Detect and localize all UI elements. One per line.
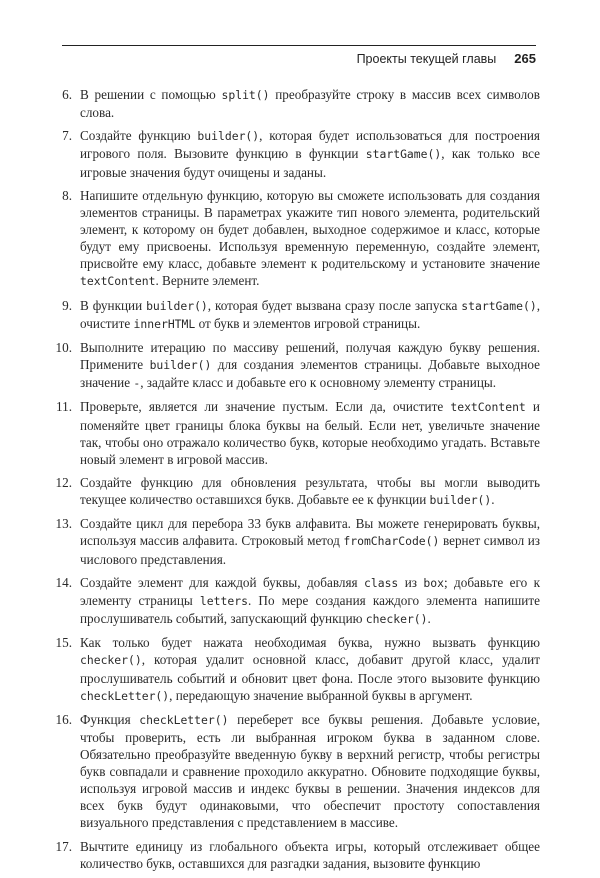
list-item bbox=[50, 86, 540, 121]
text-segment: Создайте функцию для обновления результата, чтобы вы могли выводить текущее количество оставшихся букв. Добавьте ее к функции bbox=[80, 475, 540, 508]
page-number: 265 bbox=[514, 51, 536, 66]
item-text bbox=[80, 187, 540, 291]
text-segment: Создайте функцию bbox=[80, 128, 198, 144]
item-text bbox=[80, 634, 540, 704]
list-item bbox=[50, 634, 540, 704]
item-text bbox=[80, 474, 540, 509]
inline-code: textContent bbox=[450, 400, 526, 415]
item-number: 8. bbox=[62, 187, 72, 203]
text-segment: . bbox=[427, 611, 431, 627]
text-segment: Напишите отдельную функцию, которую вы сможете использовать для создания элементов страницы. В параметрах укажите тип нового элемента, родительский элемент, к которому он будет добавлен, выходное содержимое и класс, которые будут ему присвоены. Используя временную переменную, создайте элемент, присвойте ему класс, добавьте элемент к родительскому и установите значение bbox=[80, 187, 540, 272]
item-number: 10. bbox=[55, 339, 72, 355]
text-segment: Проверьте, является ли значение пустым. Если да, очистите bbox=[80, 399, 451, 415]
text-segment: из bbox=[398, 574, 424, 590]
text-segment: от букв и элементов игровой страницы. bbox=[195, 315, 421, 331]
text-segment: Вычтите единицу из глобального объекта игры, который отслеживает общее количество букв, оставшихся для разгадки задания, вызовите функцию bbox=[80, 838, 540, 871]
inline-code: class bbox=[364, 575, 399, 590]
item-text bbox=[80, 339, 540, 392]
list-item bbox=[50, 187, 540, 291]
text-segment: переберет все буквы решения. Добавьте условие, чтобы проверить, есть ли выбранная игроком буква в заданном слове. Обязательно преобразуйте введенную букву в верхний регистр, чтобы регистры букв совпадали и сравнение проходило аккуратно. Обновите подходящие буквы, используя игровой массив и индекс буквы в решении. Значения индексов для всех букв будут одинаковыми, что обеспечит простоту сопоставления визуального представления с представлением в массиве. bbox=[80, 711, 540, 831]
list-item bbox=[50, 297, 540, 333]
item-text bbox=[80, 838, 540, 872]
item-number: 9. bbox=[62, 297, 72, 313]
item-number: 13. bbox=[55, 516, 72, 532]
inline-code: builder() bbox=[146, 298, 208, 313]
list-item bbox=[50, 838, 540, 872]
instruction-list bbox=[50, 86, 540, 878]
item-number: 12. bbox=[55, 475, 72, 490]
inline-code: checkLetter() bbox=[80, 688, 170, 703]
text-segment: вернет символ из числового представления. bbox=[80, 533, 540, 567]
text-segment: Выполните итерацию по массиву решений, получая каждую букву решения. Примените bbox=[80, 339, 540, 373]
text-segment: , передающую значение выбранной буквы в аргумент. bbox=[169, 687, 473, 703]
list-item bbox=[50, 127, 540, 180]
item-number: 11. bbox=[56, 399, 72, 415]
inline-code: textContent bbox=[80, 274, 156, 289]
item-number: 14. bbox=[55, 574, 72, 590]
inline-code: box bbox=[423, 575, 444, 590]
text-segment: В решении с помощью bbox=[80, 87, 222, 102]
item-number: 16. bbox=[55, 711, 72, 727]
item-number: 7. bbox=[62, 128, 72, 144]
text-segment: Создайте цикл для перебора 33 букв алфавита. Вы можете генерировать буквы, используя массив алфавита. Строковый метод bbox=[80, 516, 540, 549]
text-segment: преобразуйте строку в массив всех символов слова. bbox=[80, 87, 540, 121]
inline-code: fromCharCode() bbox=[343, 534, 440, 549]
item-text bbox=[80, 574, 540, 628]
section-title: Проекты текущей главы bbox=[356, 52, 497, 66]
page-header bbox=[357, 51, 536, 66]
text-segment: Создайте элемент для каждой буквы, добавляя bbox=[80, 574, 364, 590]
item-text bbox=[80, 711, 540, 832]
inline-code: startGame() bbox=[365, 147, 442, 162]
list-item bbox=[50, 398, 540, 467]
text-segment: , которая будет использоваться для построения игрового поля. Вызовите функцию в функции bbox=[80, 128, 540, 162]
inline-code: checker() bbox=[80, 653, 142, 668]
list-item bbox=[50, 474, 540, 509]
text-segment: . bbox=[491, 492, 495, 508]
list-item bbox=[50, 711, 540, 832]
inline-code: builder() bbox=[149, 358, 212, 373]
inline-code: checker() bbox=[365, 612, 428, 627]
text-segment: . Верните элемент. bbox=[155, 273, 260, 289]
text-segment: Как только будет нажата необходимая буква, нужно вызвать функцию bbox=[80, 635, 540, 651]
inline-code: split() bbox=[221, 88, 270, 102]
item-number: 17. bbox=[55, 838, 72, 854]
list-item bbox=[50, 339, 540, 392]
text-segment: , очистите bbox=[80, 297, 540, 331]
inline-code: - bbox=[133, 376, 141, 391]
list-item bbox=[50, 574, 540, 628]
text-segment: . По мере создания каждого элемента напишите прослушиватель событий, запускающий функцию bbox=[80, 592, 540, 627]
inline-code: builder() bbox=[429, 493, 492, 508]
inline-code: innerHTML bbox=[133, 316, 196, 331]
item-number: 6. bbox=[62, 87, 72, 102]
inline-code: builder() bbox=[197, 129, 260, 144]
text-segment: и поменяйте цвет границы блока буквы на белый. Если нет, увеличьте значение так, чтобы оно отражало количество букв, которые необходимо угадать. Вставьте новый элемент в игровой массив. bbox=[80, 399, 540, 467]
inline-code: letters bbox=[199, 593, 248, 608]
text-segment: , как только все игровые значения будут очищены и заданы. bbox=[80, 146, 540, 180]
header-rule bbox=[62, 45, 536, 46]
text-segment: , которая удалит основной класс, добавит другой класс, удалит прослушиватель событий и обновит цвет фона. После этого вызовите функцию bbox=[80, 652, 540, 686]
text-segment: Функция bbox=[80, 711, 140, 727]
item-text bbox=[80, 398, 540, 467]
item-number: 15. bbox=[55, 635, 72, 651]
item-text bbox=[80, 515, 540, 567]
text-segment: , которая будет вызвана сразу после запуска bbox=[207, 297, 462, 313]
inline-code: startGame() bbox=[461, 298, 537, 313]
inline-code: checkLetter() bbox=[139, 712, 229, 727]
list-item bbox=[50, 515, 540, 567]
text-segment: ; добавьте его к элементу страницы bbox=[80, 574, 540, 608]
text-segment: для создания элементов страницы. Добавьте выходное значение bbox=[80, 357, 540, 391]
item-text bbox=[80, 297, 540, 333]
text-segment: В функции bbox=[80, 297, 147, 313]
item-text bbox=[80, 86, 540, 121]
item-text bbox=[80, 127, 540, 180]
text-segment: , задайте класс и добавьте его к основному элементу страницы. bbox=[140, 375, 497, 391]
